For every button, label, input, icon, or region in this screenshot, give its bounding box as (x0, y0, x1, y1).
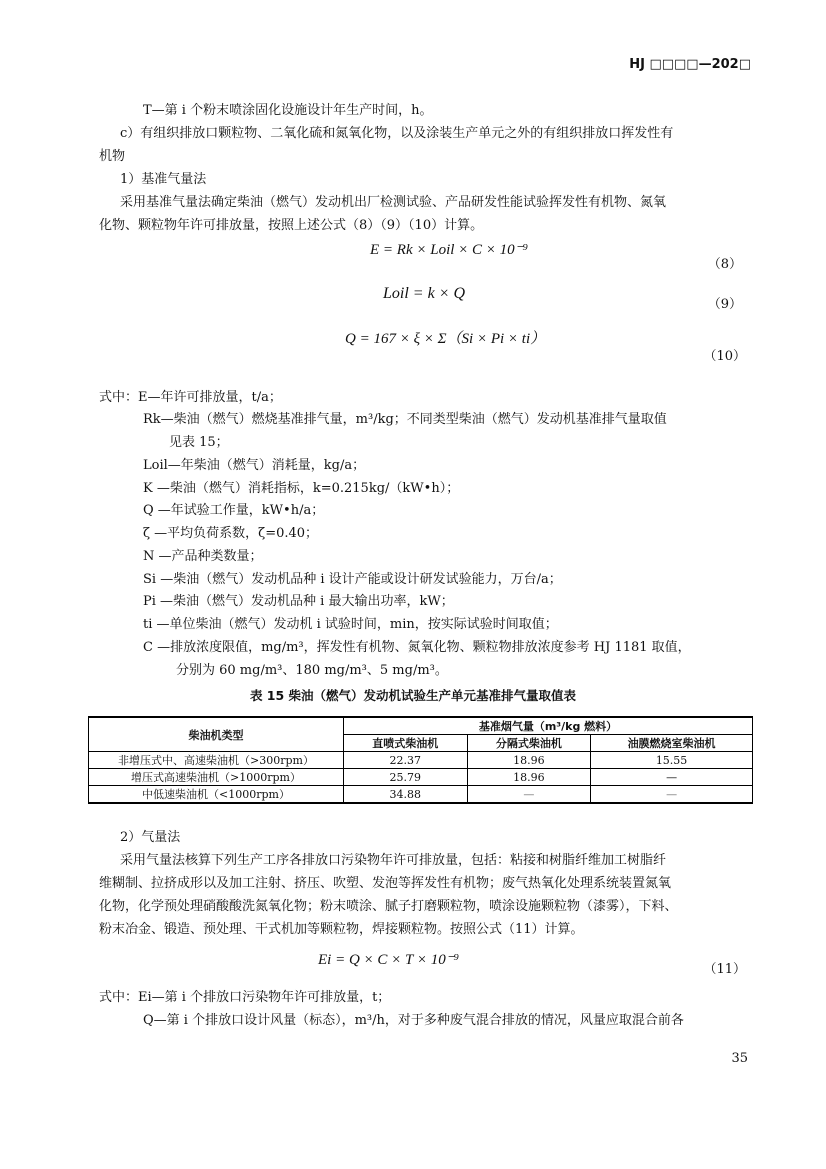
equation-number: （11） (703, 962, 746, 977)
definition-line: 式中：E—年许可排放量，t/a； (99, 390, 282, 405)
table-cell: 22.37 (344, 752, 468, 769)
definition-line: ζ —平均负荷系数，ζ=0.40； (143, 526, 319, 541)
equation-11: Ei = Q × C × T × 10⁻⁹ (318, 952, 459, 968)
definition-line: N —产品种类数量； (143, 549, 263, 564)
table-row (89, 769, 753, 786)
table-cell: — (591, 786, 753, 804)
section-heading: 2）气量法 (120, 830, 181, 845)
definition-line: C —排放浓度限值，mg/m³，挥发性有机物、氮氧化物、颗粒物排放浓度参考 HJ 1181 取值， (143, 640, 691, 655)
text-line: 采用基准气量法确定柴油（燃气）发动机出厂检测试验、产品研发性能试验挥发性有机物、氮氧 (120, 195, 667, 210)
page-number: 35 (731, 1051, 748, 1066)
table-header-col: 油膜燃烧室柴油机 (591, 735, 753, 752)
table-row (89, 786, 753, 804)
text-line: 机物 (99, 149, 126, 164)
table-row (89, 752, 753, 769)
definition-line: Rk—柴油（燃气）燃烧基准排气量，m³/kg；不同类型柴油（燃气）发动机基准排气量取值 (143, 412, 667, 427)
equation-9: Loil = k × Q (383, 285, 466, 302)
table-cell: 34.88 (344, 786, 468, 804)
section-heading: 1）基准气量法 (120, 172, 207, 187)
table-cell: 非增压式中、高速柴油机（>300rpm） (89, 752, 344, 769)
table-cell: 25.79 (344, 769, 468, 786)
definition-line: Si —柴油（燃气）发动机品种 i 设计产能或设计研发试验能力，万台/a； (143, 572, 562, 587)
text-line: 维糊制、拉挤成形以及加工注射、挤压、吹塑、发泡等挥发性有机物；废气热氧化处理系统装置氮氧 (99, 876, 672, 891)
text-line: 采用气量法核算下列生产工序各排放口污染物年许可排放量，包括：粘接和树脂纤维加工树脂纤 (120, 853, 667, 868)
exhaust-volume-table (88, 716, 753, 804)
text-line: 化物，化学预处理硝酸酸洗氮氧化物；粉末喷涂、腻子打磨颗粒物，喷涂设施颗粒物（漆雾），下料、 (99, 899, 678, 914)
table-cell: 18.96 (467, 752, 591, 769)
table-cell: 中低速柴油机（<1000rpm） (89, 786, 344, 804)
definition-line: Q—第 i 个排放口设计风量（标态），m³/h，对于多种废气混合排放的情况，风量应取混合前各 (143, 1013, 684, 1028)
definition-line: K —柴油（燃气）消耗指标，k=0.215kg/（kW•h）； (143, 481, 460, 496)
table-header-type: 柴油机类型 (89, 717, 344, 752)
table-cell: 增压式高速柴油机（>1000rpm） (89, 769, 344, 786)
definition-line: ti —单位柴油（燃气）发动机 i 试验时间，min，按实际试验时间取值； (143, 617, 558, 632)
text-line: 粉末冶金、锻造、预处理、干式机加等颗粒物，焊接颗粒物。按照公式（11）计算。 (99, 922, 584, 937)
table-header-col: 分隔式柴油机 (467, 735, 591, 752)
document-code-header: HJ □□□□—202□ (629, 57, 751, 72)
table-header-col: 直喷式柴油机 (344, 735, 468, 752)
definition-line: Pi —柴油（燃气）发动机品种 i 最大输出功率，kW； (143, 594, 454, 609)
table-cell: 15.55 (591, 752, 753, 769)
equation-10: Q = 167 × ξ × Σ（Si × Pi × ti） (345, 331, 546, 347)
definition-line: 见表 15； (169, 435, 229, 450)
equation-number: （9） (707, 297, 742, 312)
text-line: c）有组织排放口颗粒物、二氧化硫和氮氧化物，以及涂装生产单元之外的有组织排放口挥发性有 (120, 126, 674, 141)
table-cell: 18.96 (467, 769, 591, 786)
definition-line: 式中：Ei—第 i 个排放口污染物年许可排放量，t； (99, 990, 391, 1005)
table-caption: 表 15 柴油（燃气）发动机试验生产单元基准排气量取值表 (249, 688, 577, 703)
equation-number: （10） (703, 349, 746, 364)
table-cell: — (467, 786, 591, 804)
text-line: T—第 i 个粉末喷涂固化设施设计年生产时间，h。 (143, 103, 433, 118)
definition-line: Loil—年柴油（燃气）消耗量，kg/a； (143, 458, 366, 473)
equation-number: （8） (707, 257, 742, 272)
equation-8: E = Rk × Loil × C × 10⁻⁹ (370, 242, 528, 258)
definition-line: Q —年试验工作量，kW•h/a； (143, 503, 325, 518)
table-cell: — (591, 769, 753, 786)
text-line: 化物、颗粒物年许可排放量，按照上述公式（8）（9）（10）计算。 (99, 218, 484, 233)
table-header-group: 基准烟气量（m³/kg 燃料） (344, 717, 753, 735)
definition-line: 分别为 60 mg/m³、180 mg/m³、5 mg/m³。 (176, 663, 448, 678)
